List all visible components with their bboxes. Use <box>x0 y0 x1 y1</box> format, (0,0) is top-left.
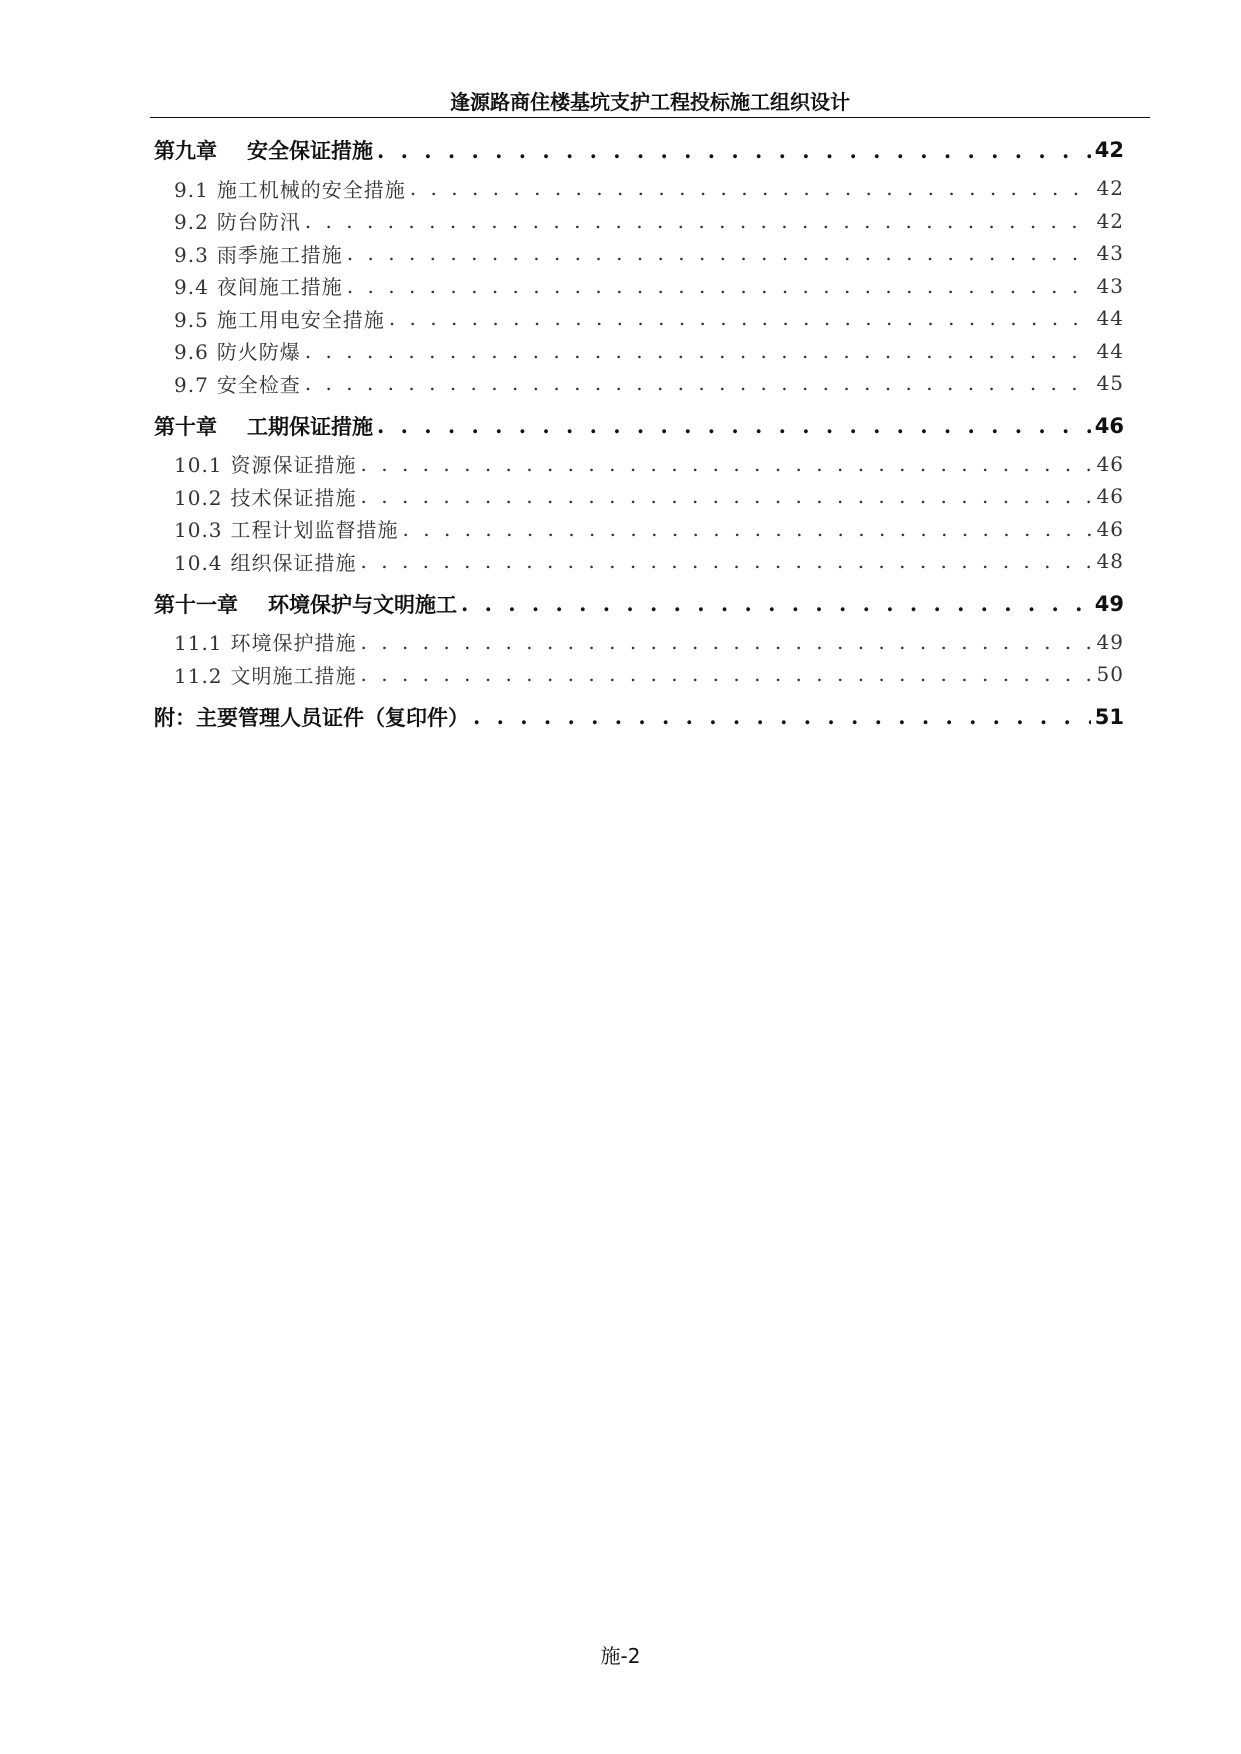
toc-entry-label <box>174 660 357 689</box>
page-number: 42 <box>1096 208 1124 233</box>
section-title: 安全检查 <box>216 372 301 397</box>
toc-chapter-10[interactable] <box>154 404 1124 448</box>
toc-entry-label <box>154 589 457 619</box>
dot-leader <box>347 241 1093 265</box>
section-number: 10.4 <box>174 550 223 575</box>
page-number: 51 <box>1094 704 1124 729</box>
section-number: 11.2 <box>174 663 223 688</box>
dot-leader <box>461 591 1091 616</box>
page-number: 45 <box>1096 371 1124 396</box>
section-number: 9.7 <box>174 372 209 397</box>
toc-section-9-6[interactable] <box>154 335 1124 368</box>
dot-leader <box>377 413 1091 438</box>
toc-section-9-2[interactable] <box>154 205 1124 238</box>
section-title: 资源保证措施 <box>230 453 357 478</box>
page-number: 42 <box>1096 176 1124 201</box>
page-footer-number: 施-2 <box>600 1644 641 1668</box>
header-divider <box>150 117 1150 118</box>
toc-entry-label <box>174 174 406 203</box>
chapter-number: 第十一章 <box>154 591 238 617</box>
page-number: 46 <box>1096 451 1124 476</box>
section-title: 施工机械的安全措施 <box>216 177 406 202</box>
toc-entry-label <box>154 411 373 441</box>
page-number: 44 <box>1096 306 1124 331</box>
section-title: 防台防汛 <box>216 210 301 235</box>
page-number: 50 <box>1096 662 1124 687</box>
toc-section-10-1[interactable] <box>154 448 1124 481</box>
toc-section-9-5[interactable] <box>154 302 1124 335</box>
page-number: 48 <box>1096 549 1124 574</box>
toc-entry-label <box>174 336 301 365</box>
dot-leader <box>361 549 1093 573</box>
chapter-title: 安全保证措施 <box>247 138 373 163</box>
page-number: 46 <box>1094 413 1124 438</box>
page-number: 44 <box>1096 338 1124 363</box>
dot-leader <box>403 517 1093 541</box>
page-number: 42 <box>1094 138 1124 162</box>
toc-section-10-3[interactable] <box>154 513 1124 546</box>
table-of-contents <box>154 128 1124 739</box>
toc-section-10-4[interactable] <box>154 545 1124 578</box>
dot-leader <box>361 484 1093 508</box>
toc-chapter-9[interactable] <box>154 128 1124 172</box>
dot-leader <box>305 209 1093 233</box>
page-number: 43 <box>1096 241 1124 266</box>
section-number: 10.2 <box>174 485 223 510</box>
toc-entry-label <box>174 304 385 333</box>
toc-section-11-1[interactable] <box>154 626 1124 659</box>
section-title: 施工用电安全措施 <box>216 307 385 332</box>
dot-leader <box>410 176 1093 200</box>
section-number: 9.5 <box>174 307 209 332</box>
appendix-title: 附：主要管理人员证件（复印件） <box>154 704 469 730</box>
toc-entry-label <box>174 514 399 543</box>
section-title: 文明施工措施 <box>230 663 357 688</box>
section-number: 9.3 <box>174 242 209 267</box>
toc-entry-label <box>174 271 343 300</box>
toc-section-11-2[interactable] <box>154 658 1124 691</box>
chapter-number: 第十章 <box>154 413 217 439</box>
dot-leader <box>305 371 1093 395</box>
dot-leader <box>377 138 1091 163</box>
page-number: 49 <box>1094 591 1124 616</box>
dot-leader <box>347 274 1093 298</box>
toc-entry-label <box>174 482 357 511</box>
toc-entry-label <box>154 135 373 165</box>
chapter-title: 工期保证措施 <box>247 413 373 439</box>
toc-entry-label <box>174 627 357 656</box>
toc-entry-label <box>174 369 301 398</box>
toc-appendix[interactable] <box>154 695 1124 739</box>
dot-leader <box>361 630 1093 654</box>
dot-leader <box>361 662 1093 686</box>
toc-entry-label <box>174 449 357 478</box>
section-number: 9.6 <box>174 340 209 365</box>
toc-section-9-1[interactable] <box>154 172 1124 205</box>
section-title: 环境保护措施 <box>230 631 357 656</box>
dot-leader <box>305 339 1093 363</box>
dot-leader <box>473 704 1091 729</box>
toc-chapter-11[interactable] <box>154 582 1124 626</box>
document-header-title: 逢源路商住楼基坑支护工程投标施工组织设计 <box>450 90 850 114</box>
toc-section-9-3[interactable] <box>154 237 1124 270</box>
section-title: 组织保证措施 <box>230 550 357 575</box>
page-number: 46 <box>1096 516 1124 541</box>
section-number: 11.1 <box>174 631 223 656</box>
toc-section-9-4[interactable] <box>154 270 1124 303</box>
toc-section-9-7[interactable] <box>154 367 1124 400</box>
section-title: 防火防爆 <box>216 340 301 365</box>
dot-leader <box>389 306 1093 330</box>
page-number: 49 <box>1096 629 1124 654</box>
section-number: 9.1 <box>174 177 209 202</box>
page-number: 46 <box>1096 484 1124 509</box>
toc-entry-label <box>174 547 357 576</box>
section-title: 雨季施工措施 <box>216 242 343 267</box>
section-number: 10.1 <box>174 453 223 478</box>
toc-section-10-2[interactable] <box>154 480 1124 513</box>
section-title: 技术保证措施 <box>230 485 357 510</box>
section-title: 工程计划监督措施 <box>230 518 399 543</box>
toc-entry-label <box>174 239 343 268</box>
section-title: 夜间施工措施 <box>216 275 343 300</box>
section-number: 9.2 <box>174 210 209 235</box>
section-number: 9.4 <box>174 275 209 300</box>
chapter-title: 环境保护与文明施工 <box>268 591 457 617</box>
toc-entry-label <box>174 206 301 235</box>
section-number: 10.3 <box>174 518 223 543</box>
dot-leader <box>361 452 1093 476</box>
page-number: 43 <box>1096 273 1124 298</box>
chapter-number: 第九章 <box>154 138 217 163</box>
